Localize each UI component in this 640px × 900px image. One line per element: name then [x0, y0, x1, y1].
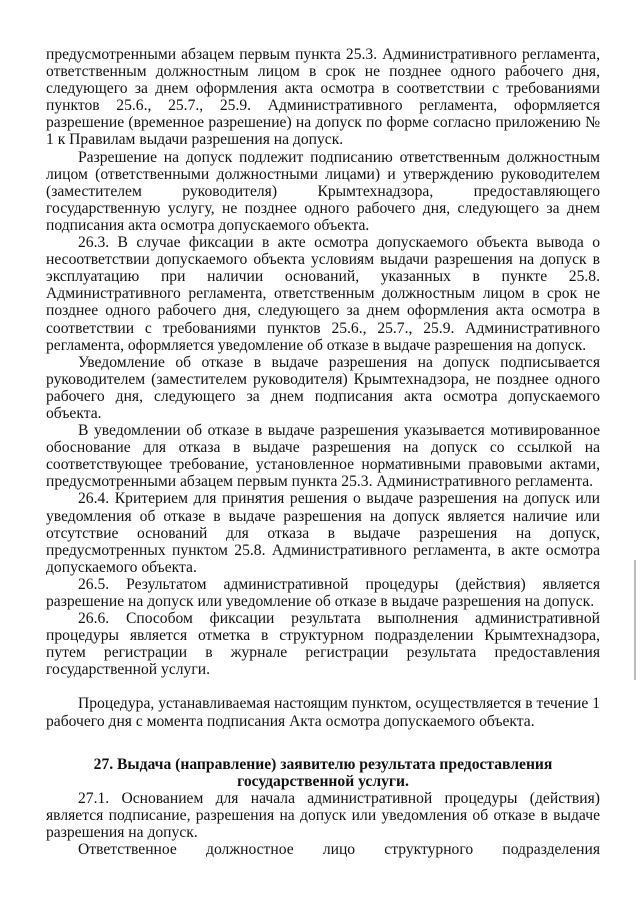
procedure-note: Процедура, устанавливаемая настоящим пунктом, осуществляется в течение 1 рабочего дня с момента подписания Акта осмотра допускаемого объекта. [46, 695, 600, 730]
paragraph-signing: Разрешение на допуск подлежит подписанию ответственным должностным лицом (ответственными должностными лицами) и утверждению руководителем (заместителем руководителя) Крымтехнадзора, предоставляющего государственную услугу, не позднее одного рабочего дня, следующего за днем подписания акта осмотра допускаемого объекта. [46, 148, 600, 234]
paragraph-26-3: 26.3. В случае фиксации в акте осмотра допускаемого объекта вывода о несоответствии допускаемого объекта условиям выдачи разрешения на допуск в эксплуатацию при наличии оснований, указанных в пункте 25.8. Административного регламента, ответственным должностным лицом в срок не позднее одного рабочего дня, следующего за днем оформления акта осмотра в соответствии с требованиями пунктов 25.6., 25.7., 25.9. Административного регламента, оформляется уведомление об отказе в выдаче разрешения на допуск. [46, 234, 600, 354]
paragraph-26-6: 26.6. Способом фиксации результата выполнения административной процедуры является отметка в структурном подразделении Крымтехнадзора, путем регистрации в журнале регистрации результата предоставления государственной услуги. [46, 610, 600, 679]
paragraph-refusal-notice: Уведомление об отказе в выдаче разрешения на допуск подписывается руководителем (заместителем руководителя) Крымтехнадзора, не позднее одного рабочего дня, следующего за днем подписания акта осмотра допускаемого объекта. [46, 353, 600, 422]
paragraph-continuation: предусмотренными абзацем первым пункта 25.3. Административного регламента, ответственным должностным лицом в срок не позднее одного рабочего дня, следующего за днем оформления акта осмотра в соответствии с требованиями пунктов 25.6., 25.7., 25.9. Административного регламента, оформляется разрешение (временное разрешение) на допуск по форме согласно приложению № 1 к Правилам выдачи разрешения на допуск. [46, 46, 600, 149]
paragraph-26-5: 26.5. Результатом административной процедуры (действия) является разрешение на допуск или уведомление об отказе в выдаче разрешения на допуск. [46, 575, 600, 610]
paragraph-refusal-grounds: В уведомлении об отказе в выдаче разрешения указывается мотивированное обоснование для отказа в выдаче разрешения на допуск со ссылкой на соответствующее требование, установленное нормативными правовыми актами, предусмотренными абзацем первым пункта 25.3. Административного регламента. [46, 422, 600, 491]
paragraph-responsible-person: Ответственное должностное лицо структурного подразделения [78, 841, 600, 859]
paragraph-27-1: 27.1. Основанием для начала административной процедуры (действия) является подписание, разрешения на допуск или уведомления об отказе в выдаче разрешения на допуск. [46, 789, 600, 842]
scan-margin-mark [634, 560, 636, 680]
paragraph-26-4: 26.4. Критерием для принятия решения о выдаче разрешения на допуск или уведомления об отказе в выдаче разрешения на допуск является наличие или отсутствие оснований для отказа в выдаче разрешения на допуск, предусмотренных пунктом 25.8. Административного регламента, в акте осмотра допускаемого объекта. [46, 490, 600, 576]
section-heading: 27. Выдача (направление) заявителю результата предоставления государственной услуги. [93, 755, 553, 790]
